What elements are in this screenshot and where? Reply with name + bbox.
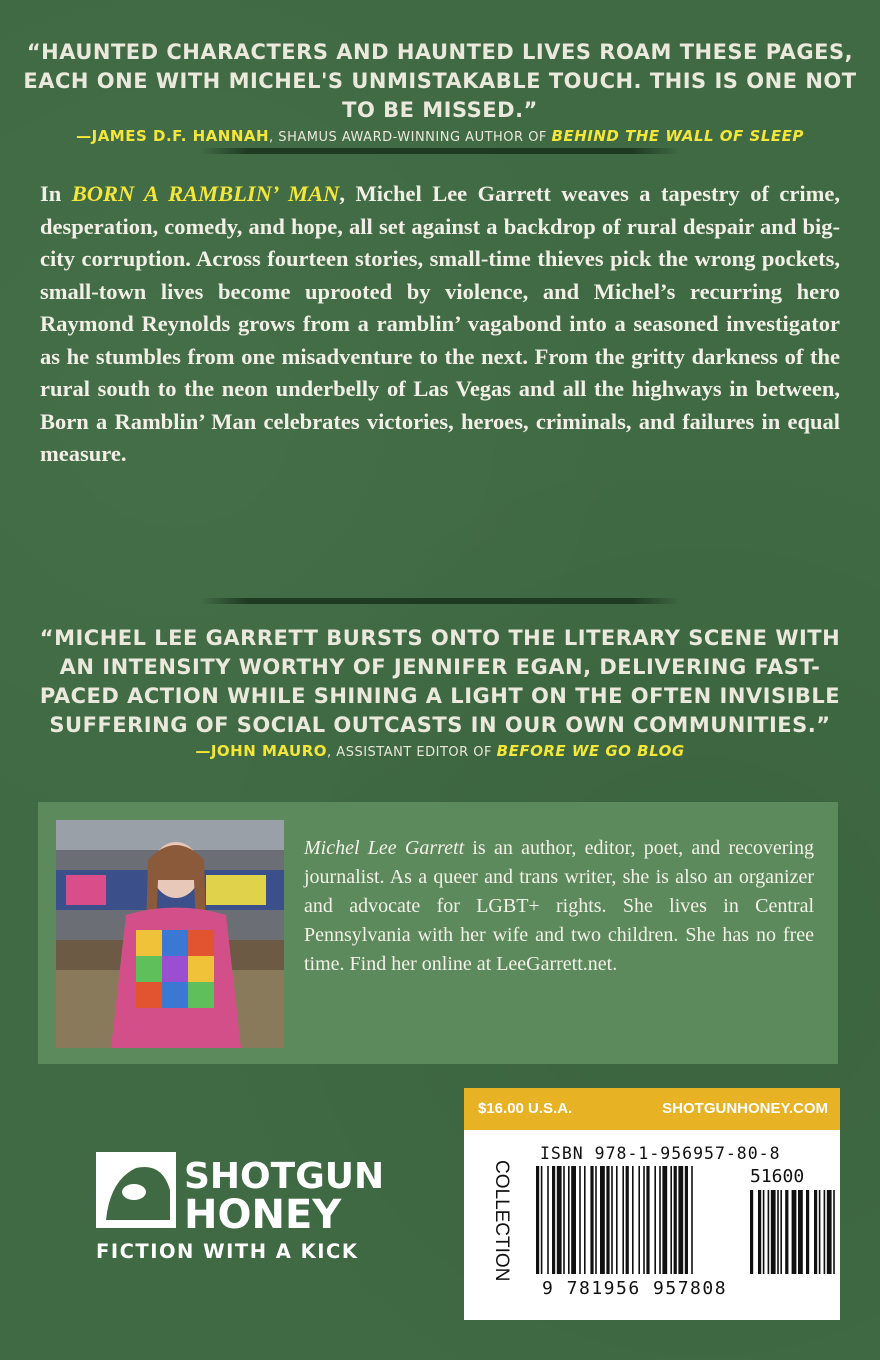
barcode-bar — [670, 1166, 672, 1274]
addon-barcode-bar — [785, 1190, 788, 1274]
quote-1-book: BEHIND THE WALL OF SLEEP — [551, 127, 804, 145]
barcode-bar — [646, 1166, 649, 1274]
barcode-bar — [595, 1166, 597, 1274]
bio-author-name: Michel Lee Garrett — [304, 837, 465, 859]
barcode-bar — [571, 1166, 576, 1274]
barcode-bar — [638, 1166, 640, 1274]
addon-barcode-bar — [806, 1190, 809, 1274]
barcode-bar — [606, 1166, 609, 1274]
addon-barcode-bar — [798, 1190, 803, 1274]
addon-barcode-bar — [792, 1190, 797, 1274]
barcode-bar — [536, 1166, 539, 1274]
barcode-bar — [547, 1166, 549, 1274]
barcode-bar — [600, 1166, 605, 1274]
addon-barcode-bar — [768, 1190, 770, 1274]
ean-digits: 9 781956 957808 — [542, 1278, 728, 1299]
divider-middle — [200, 598, 680, 604]
price-code: 51600 — [750, 1166, 805, 1187]
barcode-bar — [691, 1166, 693, 1274]
blurb-body: , Michel Lee Garrett weaves a tapestry of crime, desperation, comedy, and hope, all set against a backdrop of rural despair and big-city corruption. Across fourteen stories, small-time thieves pick the wrong pockets, small-town lives become uprooted by violence, and Michel’s recurring hero Raymond Reynolds grows from a ramblin’ vagabond into a seasoned investigator as he stumbles from one misadventure to the next. From the gritty darkness of the rural south to the neon underbelly of Las Vegas and all the highways in between, Born a Ramblin’ Man celebrates victories, heroes, criminals, and failures in equal measure. — [40, 181, 840, 466]
quote-1-author: JAMES D.F. HANNAH — [91, 127, 270, 145]
quote-1-text: “HAUNTED CHARACTERS AND HAUNTED LIVES ROAM THESE PAGES, EACH ONE WITH MICHEL'S UNMISTAKABLE TOUCH. THIS IS ONE NOT TO BE MISSED.” — [23, 40, 857, 122]
author-bio — [304, 834, 814, 979]
barcode-bar — [563, 1166, 565, 1274]
isbn: ISBN 978-1-956957-80-8 — [540, 1144, 781, 1163]
barcode-bar — [626, 1166, 629, 1274]
barcode-bar — [541, 1166, 543, 1274]
author-bio-box — [38, 802, 838, 1064]
price-bar — [464, 1088, 840, 1130]
addon-barcode-bar — [824, 1190, 826, 1274]
barcode-bar — [659, 1166, 661, 1274]
quote-2-author: JOHN MAURO — [210, 742, 328, 760]
barcode-bar — [557, 1166, 562, 1274]
logo-line-1: SHOTGUN — [184, 1156, 385, 1197]
quote-2-attribution: —JOHN MAURO, ASSISTANT EDITOR OF BEFORE WE GO BLOG — [195, 742, 685, 760]
addon-barcode-bar — [827, 1190, 832, 1274]
book-blurb: In BORN A RAMBLIN’ MAN, Michel Lee Garrett weaves a tapestry of crime, desperation, comedy, and hope, all set against a backdrop of rural despair and big-city corruption. Across fourteen stories, small-time thieves pick the wrong pockets, small-town lives become uprooted by violence, and Michel’s recurring hero Raymond Reynolds grows from a ramblin’ vagabond into a seasoned investigator as he stumbles from one misadventure to the next. From the gritty darkness of the rural south to the neon underbelly of Las Vegas and all the highways in between, Born a Ramblin’ Man celebrates victories, heroes, criminals, and failures in equal measure. — [40, 181, 840, 466]
addon-barcode-bar — [833, 1190, 835, 1274]
publisher-tagline: FICTION WITH A KICK — [96, 1240, 359, 1263]
barcode-bar — [568, 1166, 570, 1274]
barcode-bar — [674, 1166, 677, 1274]
addon-barcode-bar — [763, 1190, 765, 1274]
barcode-bar — [579, 1166, 581, 1274]
barcode-bar — [622, 1166, 624, 1274]
barcode-bar — [584, 1166, 586, 1274]
addon-barcode-bar — [819, 1190, 821, 1274]
addon-barcode-bar — [771, 1190, 776, 1274]
quote-2-text: “MICHEL LEE GARRETT BURSTS ONTO THE LITERARY SCENE WITH AN INTENSITY WORTHY OF JENNIFER EGAN, DELIVERING FAST-PACED ACTION WHILE SHINING A LIGHT ON THE OFTEN INVISIBLE SUFFERING OF SOCIAL OUTCASTS IN OUR OWN COMMUNITIES.” — [39, 626, 841, 737]
barcode-bar — [632, 1166, 634, 1274]
divider-top — [200, 148, 680, 154]
price: $16.00 U.S.A. — [478, 1100, 573, 1117]
barcode-bar — [654, 1166, 656, 1274]
addon-barcode-bar — [814, 1190, 817, 1274]
barcode-bar — [552, 1166, 555, 1274]
logo-line-2: HONEY — [184, 1192, 342, 1238]
barcode-bar — [678, 1166, 683, 1274]
addon-barcode-bar — [780, 1190, 782, 1274]
ean-barcode — [536, 1166, 846, 1276]
category-label — [478, 1160, 528, 1310]
category-text: COLLECTION — [491, 1160, 512, 1282]
addon-barcode-bar — [758, 1190, 761, 1274]
endorsement-quote-1 — [20, 38, 860, 149]
endorsement-quote-2 — [20, 624, 860, 764]
barcode-bar — [685, 1166, 688, 1274]
barcode-bar — [616, 1166, 618, 1274]
publisher-website: SHOTGUNHONEY.COM — [662, 1100, 828, 1117]
book-title: BORN A RAMBLIN’ MAN — [71, 181, 340, 206]
author-photo — [56, 820, 284, 1048]
bio-body: is an author, editor, poet, and recovering journalist. As a queer and trans writer, she is also an organizer and advocate for LGBT+ rights. She lives in Central Pennsylvania with her wife and two children. She has no free time. Find her online at LeeGarrett.net. — [304, 837, 814, 975]
barcode-bar — [643, 1166, 645, 1274]
barcode-bar — [611, 1166, 613, 1274]
quote-1-attribution: —JAMES D.F. HANNAH, SHAMUS AWARD-WINNING AUTHOR OF BEHIND THE WALL OF SLEEP — [76, 127, 804, 145]
quote-2-book: BEFORE WE GO BLOG — [496, 742, 685, 760]
barcode-bar — [662, 1166, 667, 1274]
addon-barcode-bar — [777, 1190, 779, 1274]
barcode-bar — [590, 1166, 593, 1274]
addon-barcode-bar — [750, 1190, 753, 1274]
